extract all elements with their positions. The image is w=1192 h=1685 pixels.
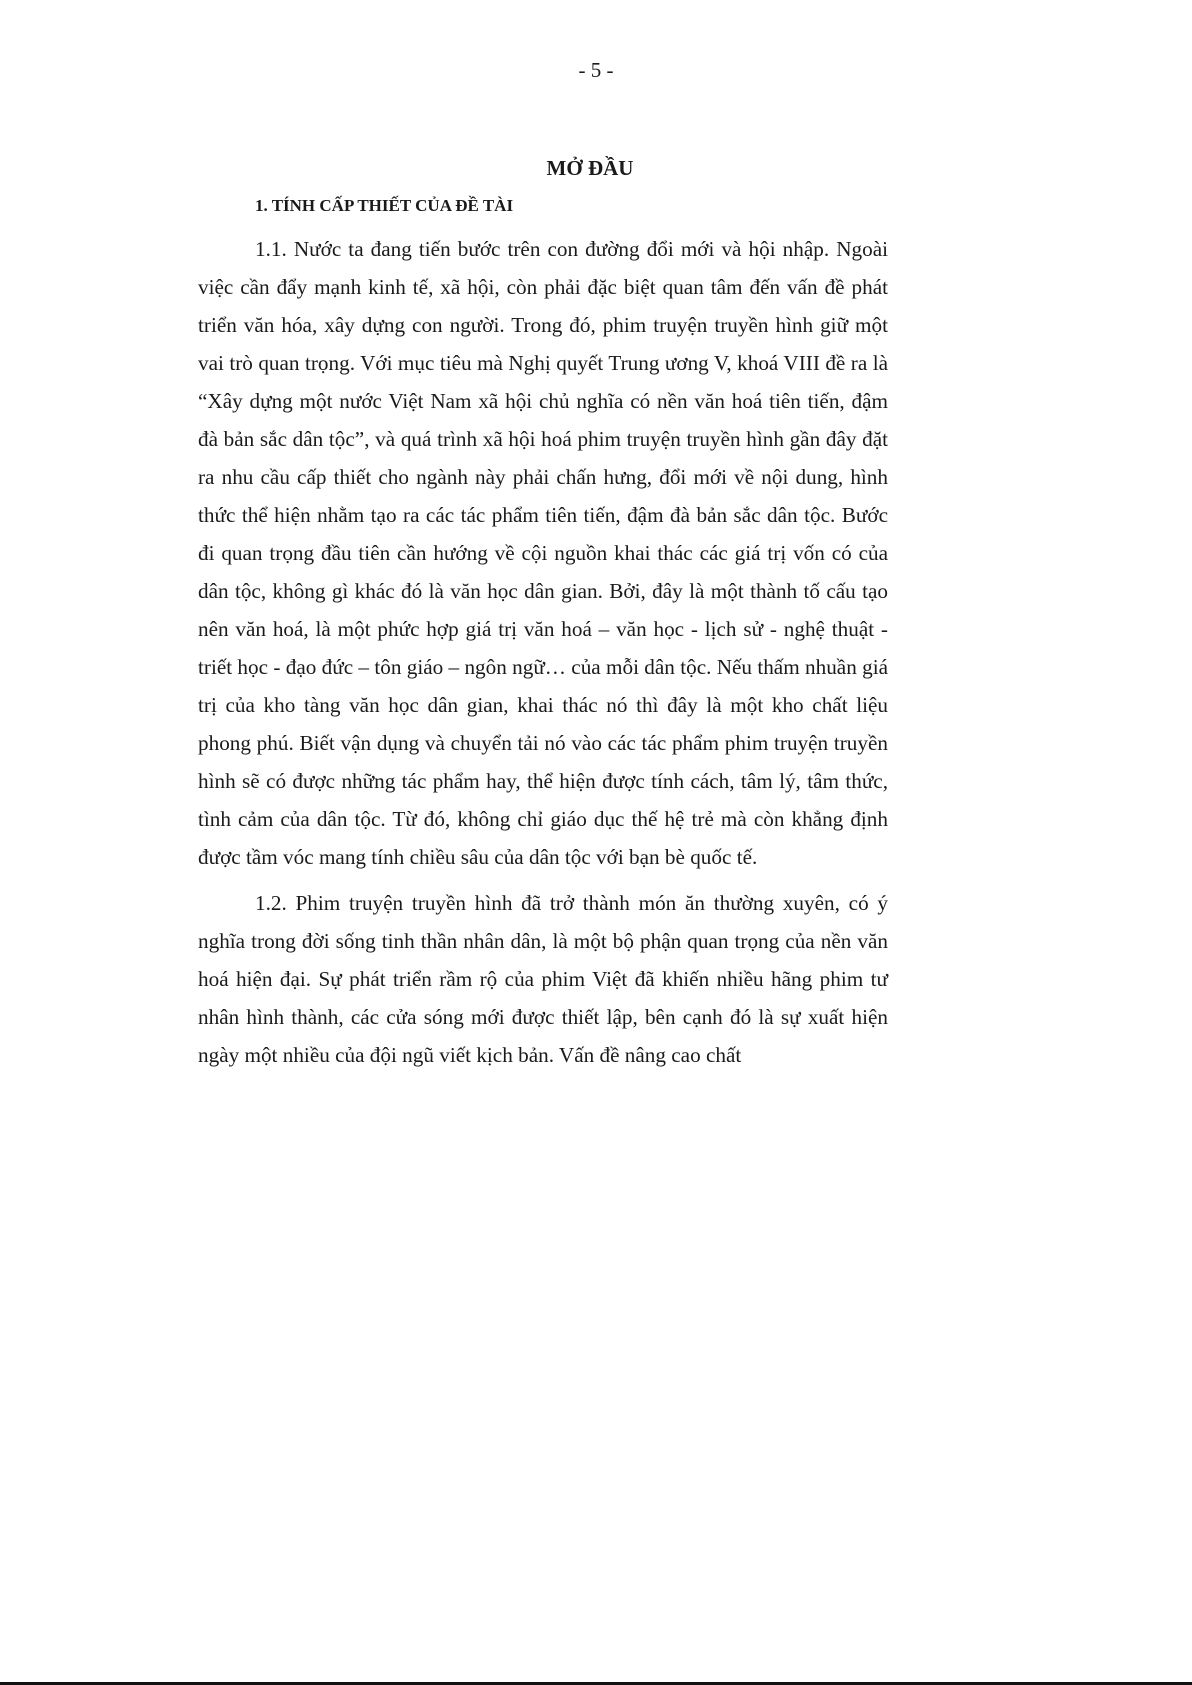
page-number: - 5 - (578, 58, 614, 82)
paragraph-1: 1.1. Nước ta đang tiến bước trên con đường đổi mới và hội nhập. Ngoài việc cần đẩy mạnh kinh tế, xã hội, còn phải đặc biệt quan tâm đến vấn đề phát triển văn hóa, xây dựng con người. Trong đó, phim truyện truyền hình giữ một vai trò quan trọng. Với mục tiêu mà Nghị quyết Trung ương V, khoá VIII đề ra là “Xây dựng một nước Việt Nam xã hội chủ nghĩa có nền văn hoá tiên tiến, đậm đà bản sắc dân tộc”, và quá trình xã hội hoá phim truyện truyền hình gần đây đặt ra nhu cầu cấp thiết cho ngành này phải chấn hưng, đổi mới về nội dung, hình thức thể hiện nhằm tạo ra các tác phẩm tiên tiến, đậm đà bản sắc dân tộc. Bước đi quan trọng đầu tiên cần hướng về cội nguồn khai thác các giá trị vốn có của dân tộc, không gì khác đó là văn học dân gian. Bởi, đây là một thành tố cấu tạo nên văn hoá, là một phức hợp giá trị văn hoá – văn học - lịch sử - nghệ thuật - triết học - đạo đức – tôn giáo – ngôn ngữ… của mỗi dân tộc. Nếu thấm nhuần giá trị của kho tàng văn học dân gian, khai thác nó thì đây là một kho chất liệu phong phú. Biết vận dụng và chuyển tải nó vào các tác phẩm phim truyện truyền hình sẽ có được những tác phẩm hay, thể hiện được tính cách, tâm lý, tâm thức, tình cảm của dân tộc. Từ đó, không chỉ giáo dục thế hệ trẻ mà còn khẳng định được tầm vóc mang tính chiều sâu của dân tộc với bạn bè quốc tế. (198, 237, 888, 869)
page-content (198, 150, 888, 1082)
paragraph-2: 1.2. Phim truyện truyền hình đã trở thành món ăn thường xuyên, có ý nghĩa trong đời sống tinh thần nhân dân, là một bộ phận quan trọng của nền văn hoá hiện đại. Sự phát triển rầm rộ của phim Việt đã khiến nhiều hãng phim tư nhân hình thành, các cửa sóng mới được thiết lập, bên cạnh đó là sự xuất hiện ngày một nhiều của đội ngũ viết kịch bản. Vấn đề nâng cao chất (198, 891, 888, 1067)
document-title: MỞ ĐẦU (546, 156, 634, 180)
section-heading: 1. TÍNH CẤP THIẾT CỦA ĐỀ TÀI (255, 196, 514, 215)
